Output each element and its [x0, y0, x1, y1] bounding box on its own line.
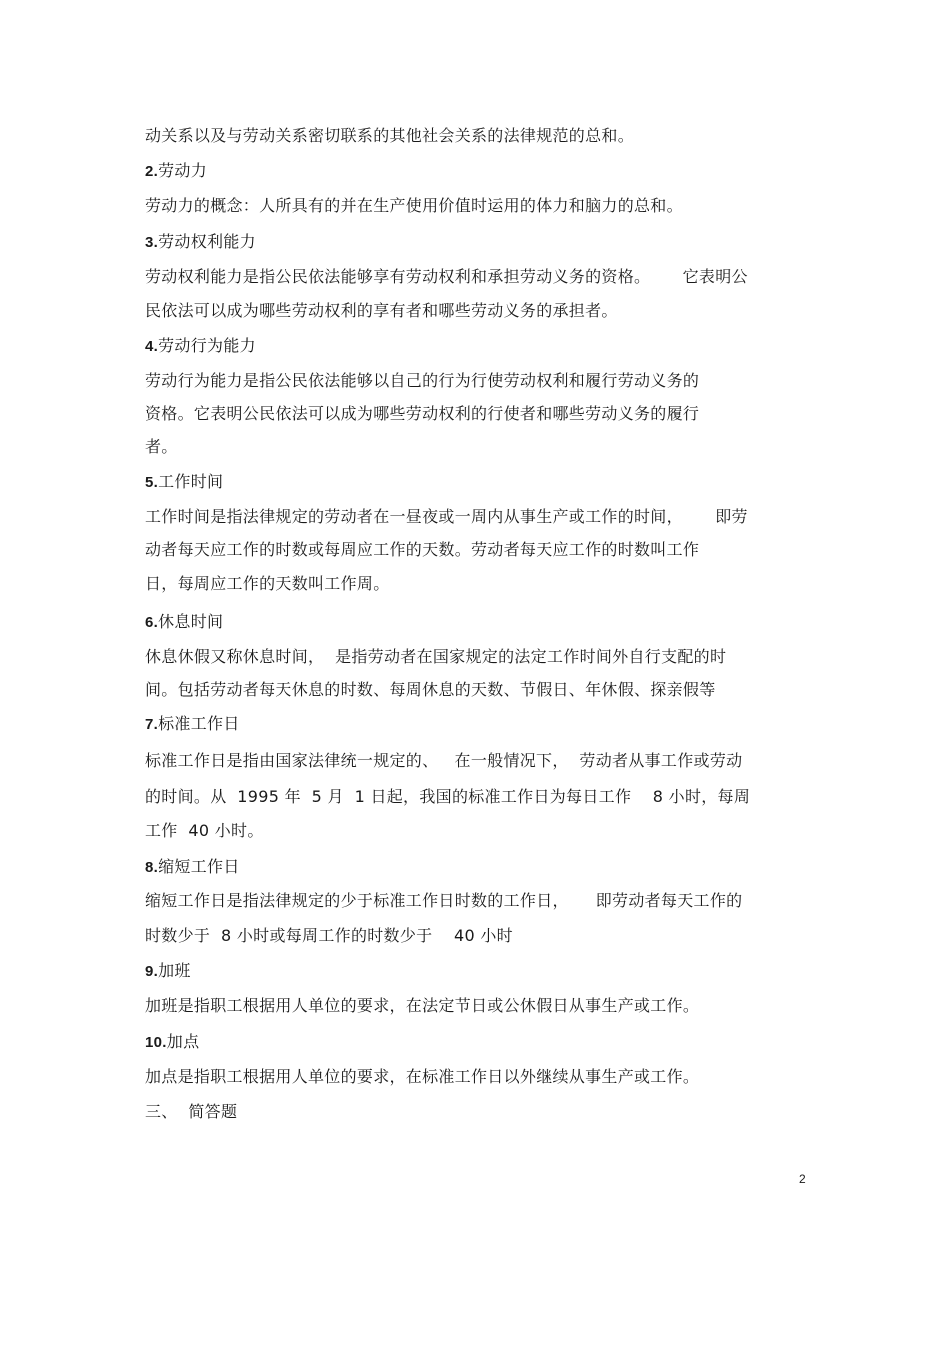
text-line: 动关系以及与劳动关系密切联系的其他社会关系的法律规范的总和。 — [145, 126, 635, 145]
text-line: 劳动力的概念：人所具有的并在生产使用价值时运用的体力和脑力的总和。 — [145, 196, 683, 215]
text-line: 休息休假又称休息时间， 是指劳动者在国家规定的法定工作时间外自行支配的时 — [145, 647, 727, 666]
section-heading: 8.缩短工作日 — [145, 857, 240, 876]
section-heading: 4.劳动行为能力 — [145, 336, 256, 355]
text-line: 劳动权利能力是指公民依法能够享有劳动权利和承担劳动义务的资格。 它表明公 — [145, 267, 748, 286]
text-line: 动者每天应工作的时数或每周应工作的天数。劳动者每天应工作的时数叫工作 — [145, 540, 700, 559]
section-heading: 三、 简答题 — [145, 1102, 238, 1121]
section-heading: 7.标准工作日 — [145, 714, 240, 733]
text-line: 工作时间是指法律规定的劳动者在一昼夜或一周内从事生产或工作的时间， 即劳 — [145, 507, 748, 526]
section-heading: 6.休息时间 — [145, 612, 224, 631]
section-heading: 5.工作时间 — [145, 472, 224, 491]
text-line: 者。 — [145, 437, 178, 456]
text-line: 加点是指职工根据用人单位的要求，在标准工作日以外继续从事生产或工作。 — [145, 1067, 700, 1086]
section-heading: 10.加点 — [145, 1032, 200, 1051]
text-line: 加班是指职工根据用人单位的要求，在法定节日或公休假日从事生产或工作。 — [145, 996, 700, 1015]
text-line: 标准工作日是指由国家法律统一规定的、 在一般情况下， 劳动者从事工作或劳动 — [145, 751, 743, 770]
page-number: 2 — [799, 1172, 806, 1186]
text-line: 劳动行为能力是指公民依法能够以自己的行为行使劳动权利和履行劳动义务的 — [145, 371, 700, 390]
text-line: 的时间。从 1995 年 5 月 1 日起，我国的标准工作日为每日工作 8 小时，每周 — [145, 787, 751, 806]
section-heading: 3.劳动权利能力 — [145, 232, 256, 251]
text-line: 工作 40 小时。 — [145, 821, 264, 840]
text-line: 资格。它表明公民依法可以成为哪些劳动权利的行使者和哪些劳动义务的履行 — [145, 404, 700, 423]
text-line: 缩短工作日是指法律规定的少于标准工作日时数的工作日， 即劳动者每天工作的 — [145, 891, 743, 910]
text-line: 民依法可以成为哪些劳动权利的享有者和哪些劳动义务的承担者。 — [145, 301, 618, 320]
section-heading: 9.加班 — [145, 961, 191, 980]
text-line: 时数少于 8 小时或每周工作的时数少于 40 小时 — [145, 926, 513, 945]
text-line: 日，每周应工作的天数叫工作周。 — [145, 574, 390, 593]
text-line: 间。包括劳动者每天休息的时数、每周休息的天数、节假日、年休假、探亲假等 — [145, 680, 716, 699]
section-heading: 2.劳动力 — [145, 161, 208, 180]
